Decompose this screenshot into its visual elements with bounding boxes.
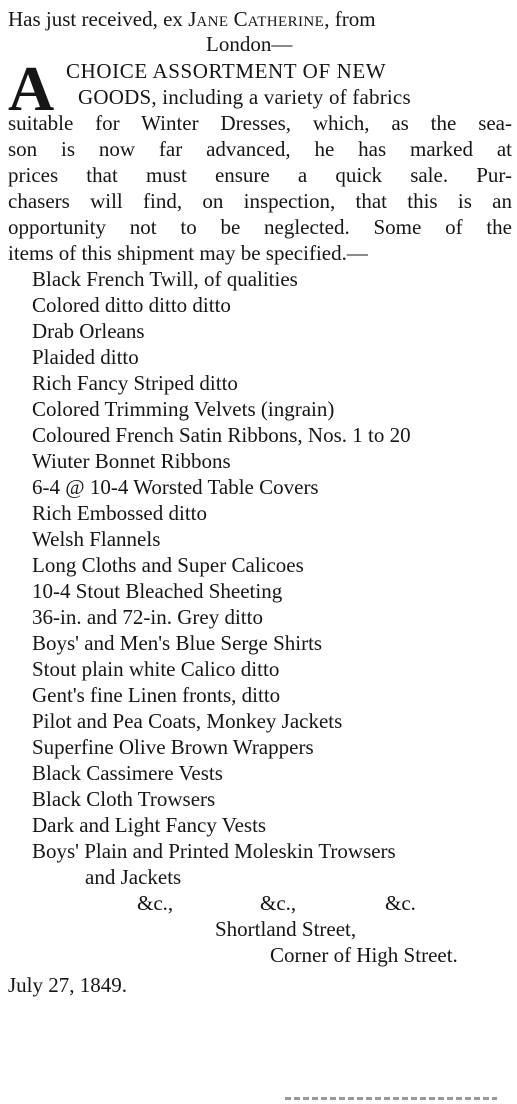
etc-mark: &c.,: [260, 891, 297, 915]
list-item: Gent's fine Linen fronts, ditto: [32, 683, 281, 707]
address-corner: Corner of High Street.: [270, 943, 458, 967]
intro-line-1: CHOICE ASSORTMENT OF NEW: [66, 59, 387, 83]
list-item: Boys' Plain and Printed Moleskin Trowsers: [32, 839, 396, 863]
intro-line-6: chasers will find, on inspection, that this is an: [8, 189, 512, 213]
intro-line-3: suitable for Winter Dresses, which, as the sea-: [8, 111, 512, 135]
list-item: Black Cassimere Vests: [32, 761, 223, 785]
list-item: Stout plain white Calico ditto: [32, 657, 280, 681]
intro-line-8: items of this shipment may be specified.—: [8, 241, 368, 265]
list-item: Boys' and Men's Blue Serge Shirts: [32, 631, 323, 655]
list-item-continuation: and Jackets: [85, 865, 182, 889]
list-item: Black Cloth Trowsers: [32, 787, 216, 811]
drop-cap: A: [8, 53, 55, 124]
intro-line-5: prices that must ensure a quick sale. Pur-: [8, 163, 512, 187]
list-item: Coloured French Satin Ribbons, Nos. 1 to 20: [32, 423, 411, 447]
list-item: Rich Fancy Striped ditto: [32, 371, 238, 395]
origin-line: London—: [206, 32, 293, 56]
page-edge-rule: [285, 1097, 497, 1100]
etc-mark: &c.,: [137, 891, 174, 915]
list-item: Long Cloths and Super Calicoes: [32, 553, 304, 577]
address-street: Shortland Street,: [215, 917, 357, 941]
intro-line-4: son is now far advanced, he has marked at: [8, 137, 512, 161]
list-item: Drab Orleans: [32, 319, 145, 343]
ship-name-rest-2: ATHERINE: [247, 14, 325, 30]
list-item: 36-in. and 72-in. Grey ditto: [32, 605, 263, 629]
list-item: Wiuter Bonnet Ribbons: [32, 449, 231, 473]
list-item: 6-4 @ 10-4 Worsted Table Covers: [32, 475, 319, 499]
list-item: Welsh Flannels: [32, 527, 161, 551]
intro-line-7: opportunity not to be neglected. Some of the: [8, 215, 512, 239]
intro-line-2: GOODS, including a variety of fabrics: [78, 85, 411, 109]
list-item: Superfine Olive Brown Wrappers: [32, 735, 314, 759]
list-item: Rich Embossed ditto: [32, 501, 207, 525]
list-item: Pilot and Pea Coats, Monkey Jackets: [32, 709, 343, 733]
list-item: Colored Trimming Velvets (ingrain): [32, 397, 335, 421]
ship-name-rest-1: ANE: [196, 14, 229, 30]
ad-date: July 27, 1849.: [8, 973, 128, 997]
list-item: Dark and Light Fancy Vests: [32, 813, 267, 837]
ship-name-initial-2: C: [233, 7, 248, 31]
received-prefix: Has just received, ex: [8, 7, 189, 31]
ship-name-initial-1: J: [188, 7, 197, 31]
list-item: Plaided ditto: [32, 345, 139, 369]
received-suffix: , from: [324, 7, 376, 31]
etc-mark: &c.: [385, 891, 416, 915]
header-line: [8, 6, 376, 35]
list-item: Black French Twill, of qualities: [32, 267, 298, 291]
list-item: Colored ditto ditto ditto: [32, 293, 231, 317]
list-item: 10-4 Stout Bleached Sheeting: [32, 579, 283, 603]
